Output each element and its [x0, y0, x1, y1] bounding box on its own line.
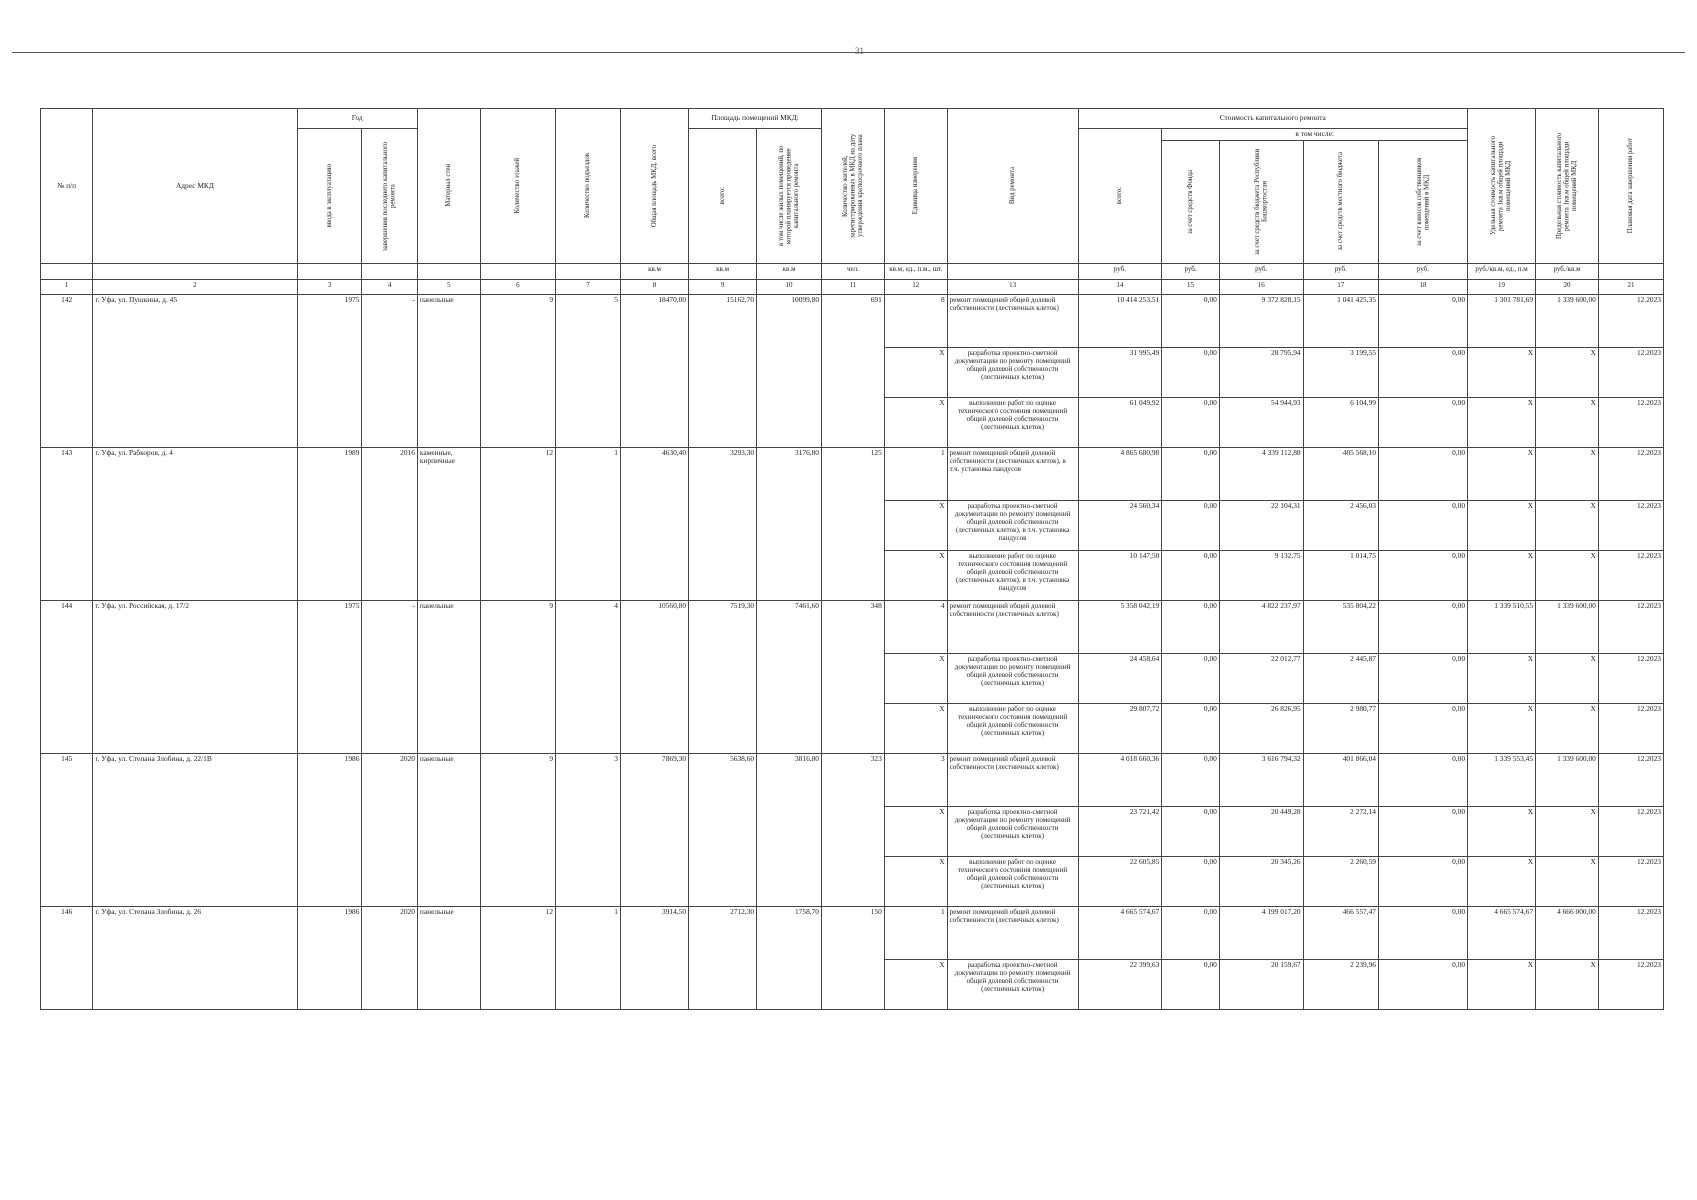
- cost-total: 61 049,92: [1078, 397, 1162, 447]
- wall-material: панельные: [417, 600, 480, 753]
- row-number: 144: [41, 600, 93, 753]
- work-type: ремонт помещений общей долевой собственности (лестничных клеток): [947, 600, 1078, 653]
- row-number: 142: [41, 294, 93, 447]
- unit-cell: руб.: [1378, 263, 1467, 279]
- table-body: [41, 294, 1664, 1009]
- cost-total: 24 560,34: [1078, 500, 1162, 550]
- unit-cell: кв.м: [757, 263, 822, 279]
- column-number: 10: [757, 279, 822, 294]
- cost-total: 10 414 253,51: [1078, 294, 1162, 347]
- floor-count: 9: [480, 753, 555, 906]
- cost-fund: 0,00: [1162, 703, 1220, 753]
- cost-fund: 0,00: [1162, 959, 1220, 1009]
- unit-cost: 1 301 781,69: [1468, 294, 1536, 347]
- cost-local: 401 866,04: [1303, 753, 1378, 806]
- cost-total: 31 995,49: [1078, 347, 1162, 397]
- unit-cost: 1 339 510,55: [1468, 600, 1536, 653]
- cost-fund: 0,00: [1162, 653, 1220, 703]
- cost-owners: 0,00: [1378, 500, 1467, 550]
- limit-cost: X: [1536, 959, 1599, 1009]
- cost-local: 2 980,77: [1303, 703, 1378, 753]
- plan-date: 12.2023: [1598, 447, 1663, 500]
- cost-owners: 0,00: [1378, 294, 1467, 347]
- area-repair: 3176,80: [757, 447, 822, 600]
- header-area-all: всего:: [718, 187, 726, 205]
- work-type: разработка проектно-сметной документации по ремонту помещений общей долевой собственности (лестничных клеток): [947, 806, 1078, 856]
- plan-date: 12.2023: [1598, 906, 1663, 959]
- plan-date: 12.2023: [1598, 550, 1663, 600]
- header-entrances: Количество подъездов: [584, 153, 592, 219]
- cost-republic: 28 795,94: [1219, 347, 1303, 397]
- cost-owners: 0,00: [1378, 806, 1467, 856]
- year-last-repair: 2020: [362, 906, 417, 1009]
- unit-value: X: [884, 806, 947, 856]
- limit-cost: 1 339 600,00: [1536, 753, 1599, 806]
- cost-republic: 4 199 017,20: [1219, 906, 1303, 959]
- work-type: ремонт помещений общей долевой собственности (лестничных клеток): [947, 753, 1078, 806]
- year-last-repair: -: [362, 600, 417, 753]
- column-number: 1: [41, 279, 93, 294]
- cost-republic: 4 822 237,97: [1219, 600, 1303, 653]
- unit-cell: кв.м: [621, 263, 689, 279]
- cost-owners: 0,00: [1378, 753, 1467, 806]
- unit-cell: руб.: [1303, 263, 1378, 279]
- area-all: 15162,70: [689, 294, 757, 447]
- building-address: г. Уфа, ул. Российская, д. 17/2: [93, 600, 297, 753]
- floor-count: 9: [480, 600, 555, 753]
- column-number: 20: [1536, 279, 1599, 294]
- header-work-type: Вид ремонта: [1008, 167, 1016, 205]
- residents-count: 150: [822, 906, 885, 1009]
- header-limit-cost: Предельная стоимость капитального ремонта 1кв.м общей площади помещений МКД: [1555, 132, 1578, 239]
- unit-cost: 1 339 553,45: [1468, 753, 1536, 806]
- unit-cell: руб.: [1162, 263, 1220, 279]
- column-number: 14: [1078, 279, 1162, 294]
- year-commission: 1989: [297, 447, 362, 600]
- residents-count: 125: [822, 447, 885, 600]
- column-numbers-row: [41, 279, 1664, 294]
- cost-total: 29 807,72: [1078, 703, 1162, 753]
- cost-local: 2 260,59: [1303, 856, 1378, 906]
- cost-republic: 20 345,26: [1219, 856, 1303, 906]
- cost-local: 1 041 425,35: [1303, 294, 1378, 347]
- wall-material: панельные: [417, 753, 480, 906]
- capital-repair-table: [40, 108, 1664, 1010]
- area-all: 7519,30: [689, 600, 757, 753]
- building-address: г. Уфа, ул. Пушкина, д. 45: [93, 294, 297, 447]
- cost-republic: 9 132,75: [1219, 550, 1303, 600]
- cost-total: 23 721,42: [1078, 806, 1162, 856]
- unit-cell: руб.: [1078, 263, 1162, 279]
- plan-date: 12.2023: [1598, 653, 1663, 703]
- unit-value: X: [884, 703, 947, 753]
- residents-count: 348: [822, 600, 885, 753]
- column-number: 12: [884, 279, 947, 294]
- cost-fund: 0,00: [1162, 753, 1220, 806]
- limit-cost: X: [1536, 856, 1599, 906]
- header-year: Год: [297, 109, 417, 129]
- year-commission: 1975: [297, 600, 362, 753]
- row-number: 143: [41, 447, 93, 600]
- year-last-repair: -: [362, 294, 417, 447]
- cost-total: 22 605,85: [1078, 856, 1162, 906]
- unit-value: 4: [884, 600, 947, 653]
- unit-cell: руб./кв.м, ед., п.м: [1468, 263, 1536, 279]
- row-number: 146: [41, 906, 93, 1009]
- area-repair: 7461,60: [757, 600, 822, 753]
- work-type: выполнение работ по оценке технического состояния помещений общей долевой собственности (лестничных клеток): [947, 856, 1078, 906]
- cost-total: 5 358 042,19: [1078, 600, 1162, 653]
- cost-republic: 3 616 794,32: [1219, 753, 1303, 806]
- residents-count: 691: [822, 294, 885, 447]
- unit-cost: X: [1468, 447, 1536, 500]
- cost-local: 3 199,55: [1303, 347, 1378, 397]
- cost-total: 4 865 680,98: [1078, 447, 1162, 500]
- cost-owners: 0,00: [1378, 959, 1467, 1009]
- work-type: ремонт помещений общей долевой собственности (лестничных клеток): [947, 906, 1078, 959]
- work-type: выполнение работ по оценке технического состояния помещений общей долевой собственности (лестничных клеток): [947, 703, 1078, 753]
- work-type: разработка проектно-сметной документации по ремонту помещений общей долевой собственности (лестничных клеток): [947, 347, 1078, 397]
- total-area: 18470,00: [621, 294, 689, 447]
- header-floors: Количество этажей: [514, 157, 522, 214]
- area-repair: 1758,70: [757, 906, 822, 1009]
- column-number: 21: [1598, 279, 1663, 294]
- header-cost-local: за счет средств местного бюджета: [1337, 152, 1345, 251]
- cost-local: 2 239,96: [1303, 959, 1378, 1009]
- cost-fund: 0,00: [1162, 397, 1220, 447]
- plan-date: 12.2023: [1598, 347, 1663, 397]
- limit-cost: X: [1536, 550, 1599, 600]
- floor-count: 9: [480, 294, 555, 447]
- limit-cost: X: [1536, 347, 1599, 397]
- cost-local: 6 104,99: [1303, 397, 1378, 447]
- entrance-count: 3: [556, 753, 621, 906]
- total-area: 7869,30: [621, 753, 689, 906]
- cost-local: 2 272,14: [1303, 806, 1378, 856]
- cost-total: 10 147,50: [1078, 550, 1162, 600]
- area-all: 5638,60: [689, 753, 757, 906]
- column-number: 4: [362, 279, 417, 294]
- area-all: 3293,30: [689, 447, 757, 600]
- limit-cost: X: [1536, 447, 1599, 500]
- unit-cell: кв.м, ед., п.м., шт.: [884, 263, 947, 279]
- cost-total: 22 399,63: [1078, 959, 1162, 1009]
- entrance-count: 5: [556, 294, 621, 447]
- work-type: выполнение работ по оценке технического состояния помещений общей долевой собственности (лестничных клеток), в т.ч. установка пандусов: [947, 550, 1078, 600]
- unit-cost: X: [1468, 856, 1536, 906]
- cost-republic: 20 159,67: [1219, 959, 1303, 1009]
- limit-cost: 4 666 000,00: [1536, 906, 1599, 959]
- header-total-area: Общая площадь МКД, всего: [650, 144, 658, 227]
- plan-date: 12.2023: [1598, 397, 1663, 447]
- unit-value: X: [884, 347, 947, 397]
- unit-cost: X: [1468, 550, 1536, 600]
- cost-fund: 0,00: [1162, 447, 1220, 500]
- wall-material: панельные: [417, 906, 480, 1009]
- unit-cell: кв.м: [689, 263, 757, 279]
- cost-local: 1 014,75: [1303, 550, 1378, 600]
- floor-count: 12: [480, 447, 555, 600]
- limit-cost: X: [1536, 653, 1599, 703]
- column-number: 6: [480, 279, 555, 294]
- residents-count: 323: [822, 753, 885, 906]
- cost-local: 535 804,22: [1303, 600, 1378, 653]
- header-unit-cost: Удельная стоимость капитального ремонта 1кв.м общей площади помещений МКД: [1490, 136, 1513, 236]
- unit-value: X: [884, 397, 947, 447]
- cost-owners: 0,00: [1378, 856, 1467, 906]
- cost-total: 24 458,64: [1078, 653, 1162, 703]
- unit-cell: чел.: [822, 263, 885, 279]
- unit-value: X: [884, 550, 947, 600]
- header-year-commission: ввода в эксплуатацию: [325, 164, 333, 228]
- unit-cost: X: [1468, 959, 1536, 1009]
- table-row: [41, 600, 1664, 653]
- cost-total: 4 018 660,36: [1078, 753, 1162, 806]
- header-cost-fund: за счет средств Фонда: [1186, 169, 1194, 234]
- plan-date: 12.2023: [1598, 703, 1663, 753]
- header-area-group: Площадь помещений МКД:: [689, 109, 822, 129]
- column-number: 5: [417, 279, 480, 294]
- cost-local: 466 557,47: [1303, 906, 1378, 959]
- header-area-repair: в том числе жилых помещений, по которой планируется проведение капитального ремонта: [777, 145, 800, 246]
- entrance-count: 1: [556, 447, 621, 600]
- unit-cost: X: [1468, 500, 1536, 550]
- header-cost-republic: за счет средств бюджета Республики Башкортостан: [1253, 148, 1269, 255]
- cost-owners: 0,00: [1378, 397, 1467, 447]
- year-last-repair: 2020: [362, 753, 417, 906]
- total-area: 4630,40: [621, 447, 689, 600]
- unit-value: 1: [884, 447, 947, 500]
- cost-fund: 0,00: [1162, 294, 1220, 347]
- header-cost-group: Стоимость капитального ремонта: [1078, 109, 1468, 129]
- unit-value: X: [884, 500, 947, 550]
- unit-cost: X: [1468, 806, 1536, 856]
- header-cost-total: всего:: [1116, 187, 1124, 205]
- header-incl: в том числе:: [1162, 129, 1468, 141]
- row-number: 145: [41, 753, 93, 906]
- column-number: 2: [93, 279, 297, 294]
- unit-value: X: [884, 856, 947, 906]
- unit-value: 1: [884, 906, 947, 959]
- cost-republic: 4 339 112,88: [1219, 447, 1303, 500]
- plan-date: 12.2023: [1598, 600, 1663, 653]
- cost-owners: 0,00: [1378, 653, 1467, 703]
- cost-republic: 20 449,28: [1219, 806, 1303, 856]
- limit-cost: 1 339 600,00: [1536, 600, 1599, 653]
- work-type: разработка проектно-сметной документации по ремонту помещений общей долевой собственности (лестничных клеток): [947, 653, 1078, 703]
- unit-value: X: [884, 653, 947, 703]
- cost-fund: 0,00: [1162, 347, 1220, 397]
- work-type: разработка проектно-сметной документации по ремонту помещений общей долевой собственности (лестничных клеток), в т.ч. установка пандусов: [947, 500, 1078, 550]
- header-unit: Единица измерения: [912, 157, 919, 215]
- column-number: 18: [1378, 279, 1467, 294]
- cost-fund: 0,00: [1162, 856, 1220, 906]
- plan-date: 12.2023: [1598, 294, 1663, 347]
- cost-fund: 0,00: [1162, 500, 1220, 550]
- header-year-last-repair: завершения последнего капитального ремонта: [382, 141, 397, 251]
- building-address: г. Уфа, ул. Степана Злобина, д. 22/1В: [93, 753, 297, 906]
- cost-owners: 0,00: [1378, 347, 1467, 397]
- area-all: 2712,30: [689, 906, 757, 1009]
- cost-total: 4 665 574,67: [1078, 906, 1162, 959]
- work-type: ремонт помещений общей долевой собственности (лестничных клеток): [947, 294, 1078, 347]
- plan-date: 12.2023: [1598, 500, 1663, 550]
- table-row: [41, 447, 1664, 500]
- cost-owners: 0,00: [1378, 447, 1467, 500]
- work-type: разработка проектно-сметной документации по ремонту помещений общей долевой собственности (лестничных клеток): [947, 959, 1078, 1009]
- year-commission: 1986: [297, 753, 362, 906]
- header-residents: Количество жителей, зарегистрированных в МКД на дату утверждения краткосрочного плана: [841, 133, 864, 238]
- header-cost-owners: за счет взносов собственников помещений в МКД: [1415, 157, 1430, 246]
- table-row: [41, 753, 1664, 806]
- cost-republic: 54 944,93: [1219, 397, 1303, 447]
- unit-cost: X: [1468, 703, 1536, 753]
- cost-local: 485 568,10: [1303, 447, 1378, 500]
- work-type: выполнение работ по оценке технического состояния помещений общей долевой собственности (лестничных клеток): [947, 397, 1078, 447]
- unit-cost: X: [1468, 653, 1536, 703]
- unit-value: 3: [884, 753, 947, 806]
- total-area: 10560,80: [621, 600, 689, 753]
- header-num: № п/п: [41, 109, 93, 264]
- area-repair: 10099,80: [757, 294, 822, 447]
- column-number: 17: [1303, 279, 1378, 294]
- entrance-count: 1: [556, 906, 621, 1009]
- cost-fund: 0,00: [1162, 806, 1220, 856]
- cost-republic: 22 012,77: [1219, 653, 1303, 703]
- column-number: 15: [1162, 279, 1220, 294]
- cost-fund: 0,00: [1162, 906, 1220, 959]
- column-number: 19: [1468, 279, 1536, 294]
- unit-value: 8: [884, 294, 947, 347]
- cost-owners: 0,00: [1378, 906, 1467, 959]
- unit-cell: руб.: [1219, 263, 1303, 279]
- header-address: Адрес МКД: [93, 109, 297, 264]
- plan-date: 12.2023: [1598, 959, 1663, 1009]
- cost-republic: 9 372 828,15: [1219, 294, 1303, 347]
- cost-owners: 0,00: [1378, 703, 1467, 753]
- column-number: 7: [556, 279, 621, 294]
- cost-owners: 0,00: [1378, 600, 1467, 653]
- table-row: [41, 906, 1664, 959]
- header-plan-date: Плановая дата завершения работ: [1627, 138, 1635, 234]
- limit-cost: X: [1536, 703, 1599, 753]
- limit-cost: X: [1536, 397, 1599, 447]
- limit-cost: X: [1536, 806, 1599, 856]
- units-row: [41, 263, 1664, 279]
- building-address: г. Уфа, ул. Степана Злобина, д. 26: [93, 906, 297, 1009]
- column-number: 16: [1219, 279, 1303, 294]
- cost-owners: 0,00: [1378, 550, 1467, 600]
- total-area: 3914,50: [621, 906, 689, 1009]
- limit-cost: X: [1536, 500, 1599, 550]
- area-repair: 3816,80: [757, 753, 822, 906]
- plan-date: 12.2023: [1598, 753, 1663, 806]
- unit-cell: руб./кв.м: [1536, 263, 1599, 279]
- building-address: г. Уфа, ул. Рабкоров, д. 4: [93, 447, 297, 600]
- year-commission: 1975: [297, 294, 362, 447]
- floor-count: 12: [480, 906, 555, 1009]
- cost-local: 2 456,03: [1303, 500, 1378, 550]
- column-number: 9: [689, 279, 757, 294]
- unit-cost: X: [1468, 397, 1536, 447]
- cost-local: 2 445,87: [1303, 653, 1378, 703]
- cost-fund: 0,00: [1162, 600, 1220, 653]
- year-last-repair: 2016: [362, 447, 417, 600]
- wall-material: панельные: [417, 294, 480, 447]
- limit-cost: 1 339 600,00: [1536, 294, 1599, 347]
- unit-cost: X: [1468, 347, 1536, 397]
- column-number: 3: [297, 279, 362, 294]
- unit-cost: 4 665 574,67: [1468, 906, 1536, 959]
- entrance-count: 4: [556, 600, 621, 753]
- plan-date: 12.2023: [1598, 856, 1663, 906]
- year-commission: 1986: [297, 906, 362, 1009]
- table-row: [41, 294, 1664, 347]
- header-walls: Материал стен: [445, 164, 453, 208]
- column-number: 13: [947, 279, 1078, 294]
- page-number: 31: [855, 46, 864, 56]
- cost-republic: 22 104,31: [1219, 500, 1303, 550]
- cost-fund: 0,00: [1162, 550, 1220, 600]
- plan-date: 12.2023: [1598, 806, 1663, 856]
- cost-republic: 26 826,95: [1219, 703, 1303, 753]
- column-number: 11: [822, 279, 885, 294]
- column-number: 8: [621, 279, 689, 294]
- top-rule: [12, 52, 1685, 53]
- unit-value: X: [884, 959, 947, 1009]
- wall-material: каменные, кирпичные: [417, 447, 480, 600]
- work-type: ремонт помещений общей долевой собственности (лестничных клеток), в т.ч. установка пандусов: [947, 447, 1078, 500]
